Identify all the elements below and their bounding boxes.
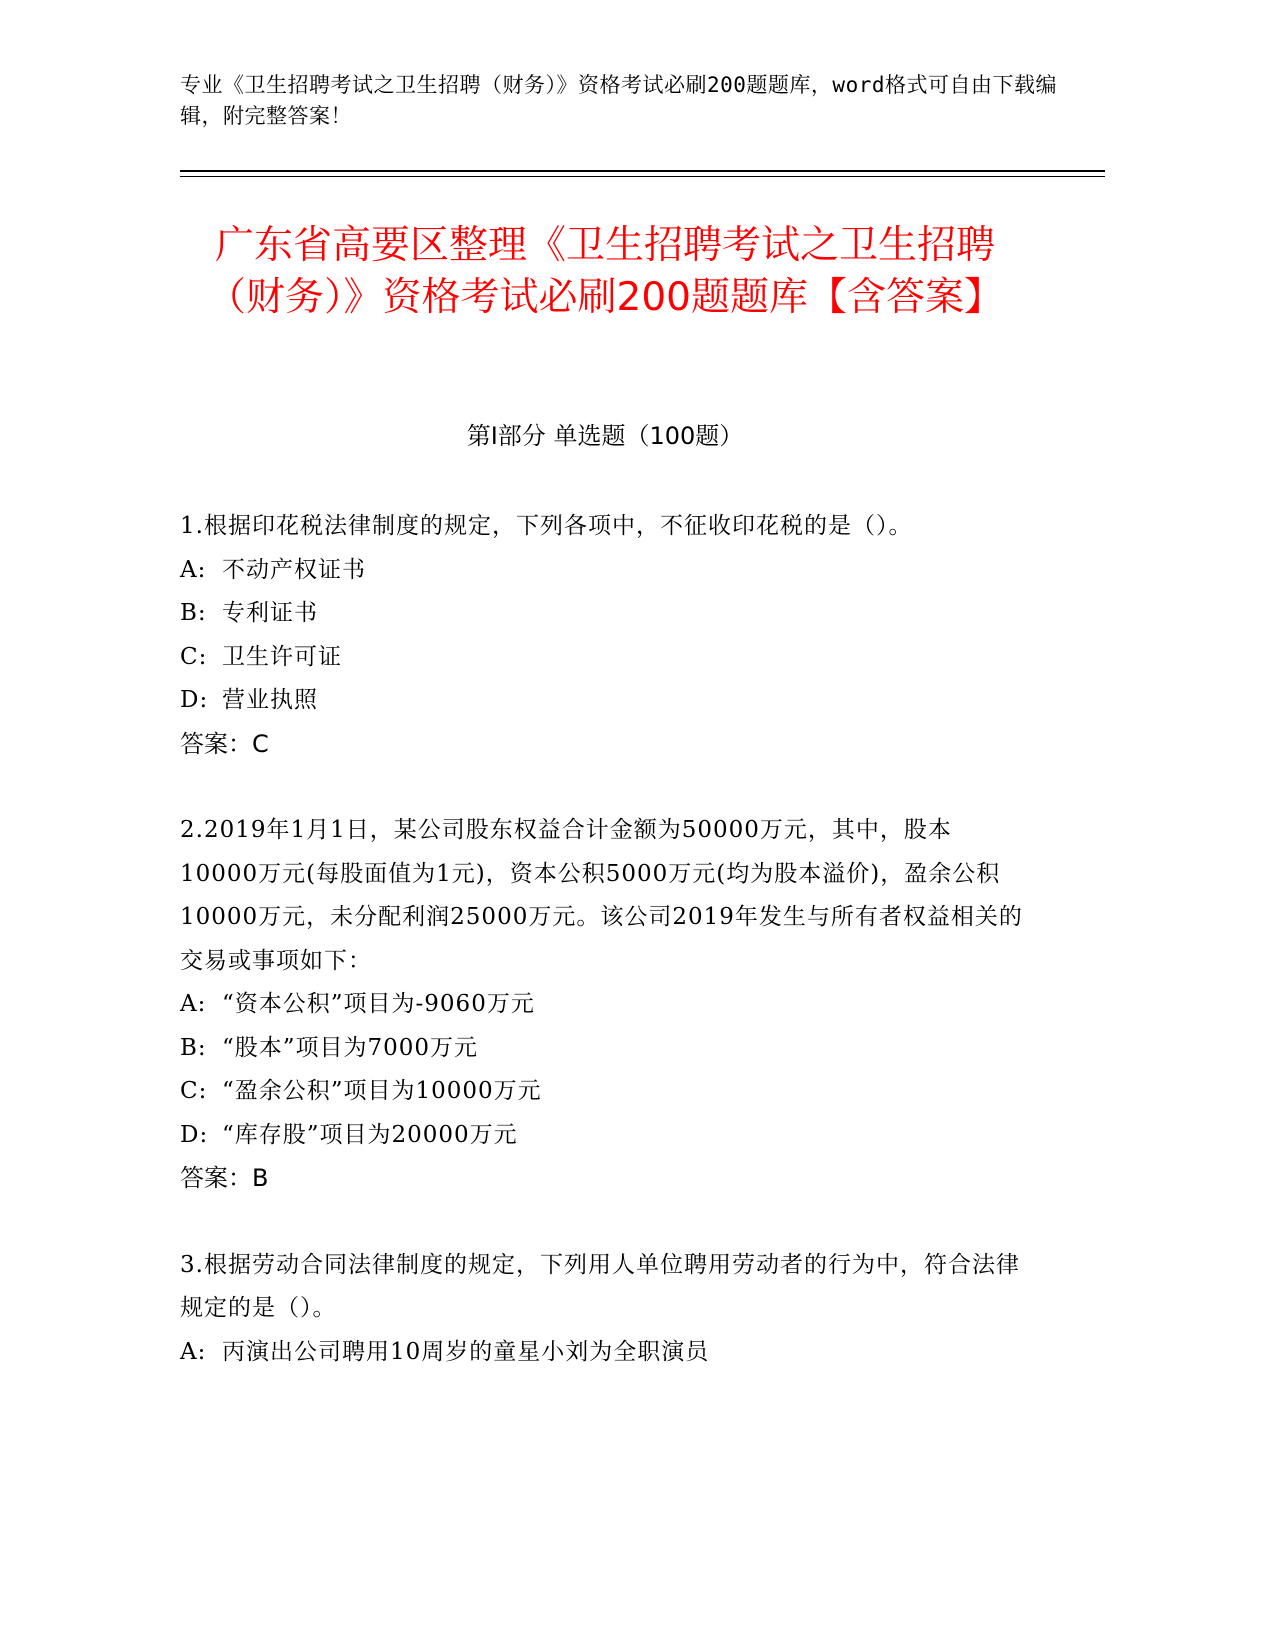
option-text: 营业执照 — [222, 687, 318, 713]
option-text: “股本”项目为7000万元 — [222, 1034, 479, 1061]
option-a — [180, 1331, 1030, 1375]
answer: 答案：B — [180, 1164, 269, 1192]
option-text: “库存股”项目为20000万元 — [222, 1121, 518, 1148]
option-letter: D: — [180, 687, 209, 713]
option-d — [180, 679, 1030, 723]
option-text: 丙演出公司聘用10周岁的童星小刘为全职演员 — [222, 1338, 710, 1365]
question-2 — [180, 809, 1030, 1201]
question-stem: 2.2019年1月1日，某公司股东权益合计金额为50000万元，其中，股本10000万元(每股面值为1元)，资本公积5000万元(均为股本溢价)，盈余公积10000万元，未分配利润25000万元。该公司2019年发生与所有者权益相关的交易或事项如下： — [180, 817, 1023, 974]
header-rule-thick — [180, 170, 1105, 172]
answer: 答案：C — [180, 729, 269, 758]
question-stem: 3.根据劳动合同法律制度的规定，下列用人单位聘用劳动者的行为中，符合法律规定的是（）。 — [180, 1251, 1020, 1321]
option-a — [180, 549, 1030, 593]
option-text: “资本公积”项目为-9060万元 — [222, 991, 535, 1017]
option-a — [180, 983, 1030, 1027]
option-b — [180, 1027, 1030, 1071]
option-b — [180, 592, 1030, 636]
option-letter: B: — [180, 600, 207, 626]
option-d — [180, 1114, 1030, 1158]
document-title: 广东省高要区整理《卫生招聘考试之卫生招聘（财务）》资格考试必刷200题题库【含答案】 — [207, 223, 1003, 320]
header-rule-thin — [180, 176, 1105, 177]
option-text: 卫生许可证 — [222, 643, 342, 670]
option-letter: A: — [180, 1338, 207, 1365]
section-title: 第I部分 单选题（100题） — [466, 422, 744, 450]
option-letter: C: — [180, 1078, 208, 1104]
option-letter: C: — [180, 643, 208, 670]
question-stem: 1.根据印花税法律制度的规定，下列各项中，不征收印花税的是（）。 — [180, 513, 913, 539]
option-c — [180, 1070, 1030, 1114]
question-1 — [180, 505, 1030, 766]
option-letter: A: — [180, 991, 207, 1017]
option-text: 不动产权证书 — [222, 556, 366, 583]
question-list — [180, 505, 1030, 1417]
option-c — [180, 636, 1030, 680]
option-text: “盈余公积”项目为10000万元 — [222, 1078, 542, 1104]
option-letter: A: — [180, 556, 207, 583]
question-3 — [180, 1244, 1030, 1375]
header-note: 专业《卫生招聘考试之卫生招聘（财务）》资格考试必刷200题题库，word格式可自由下载编辑，附完整答案！ — [180, 73, 1057, 128]
option-text: 专利证书 — [222, 600, 318, 626]
option-letter: B: — [180, 1034, 207, 1061]
option-letter: D: — [180, 1121, 209, 1148]
